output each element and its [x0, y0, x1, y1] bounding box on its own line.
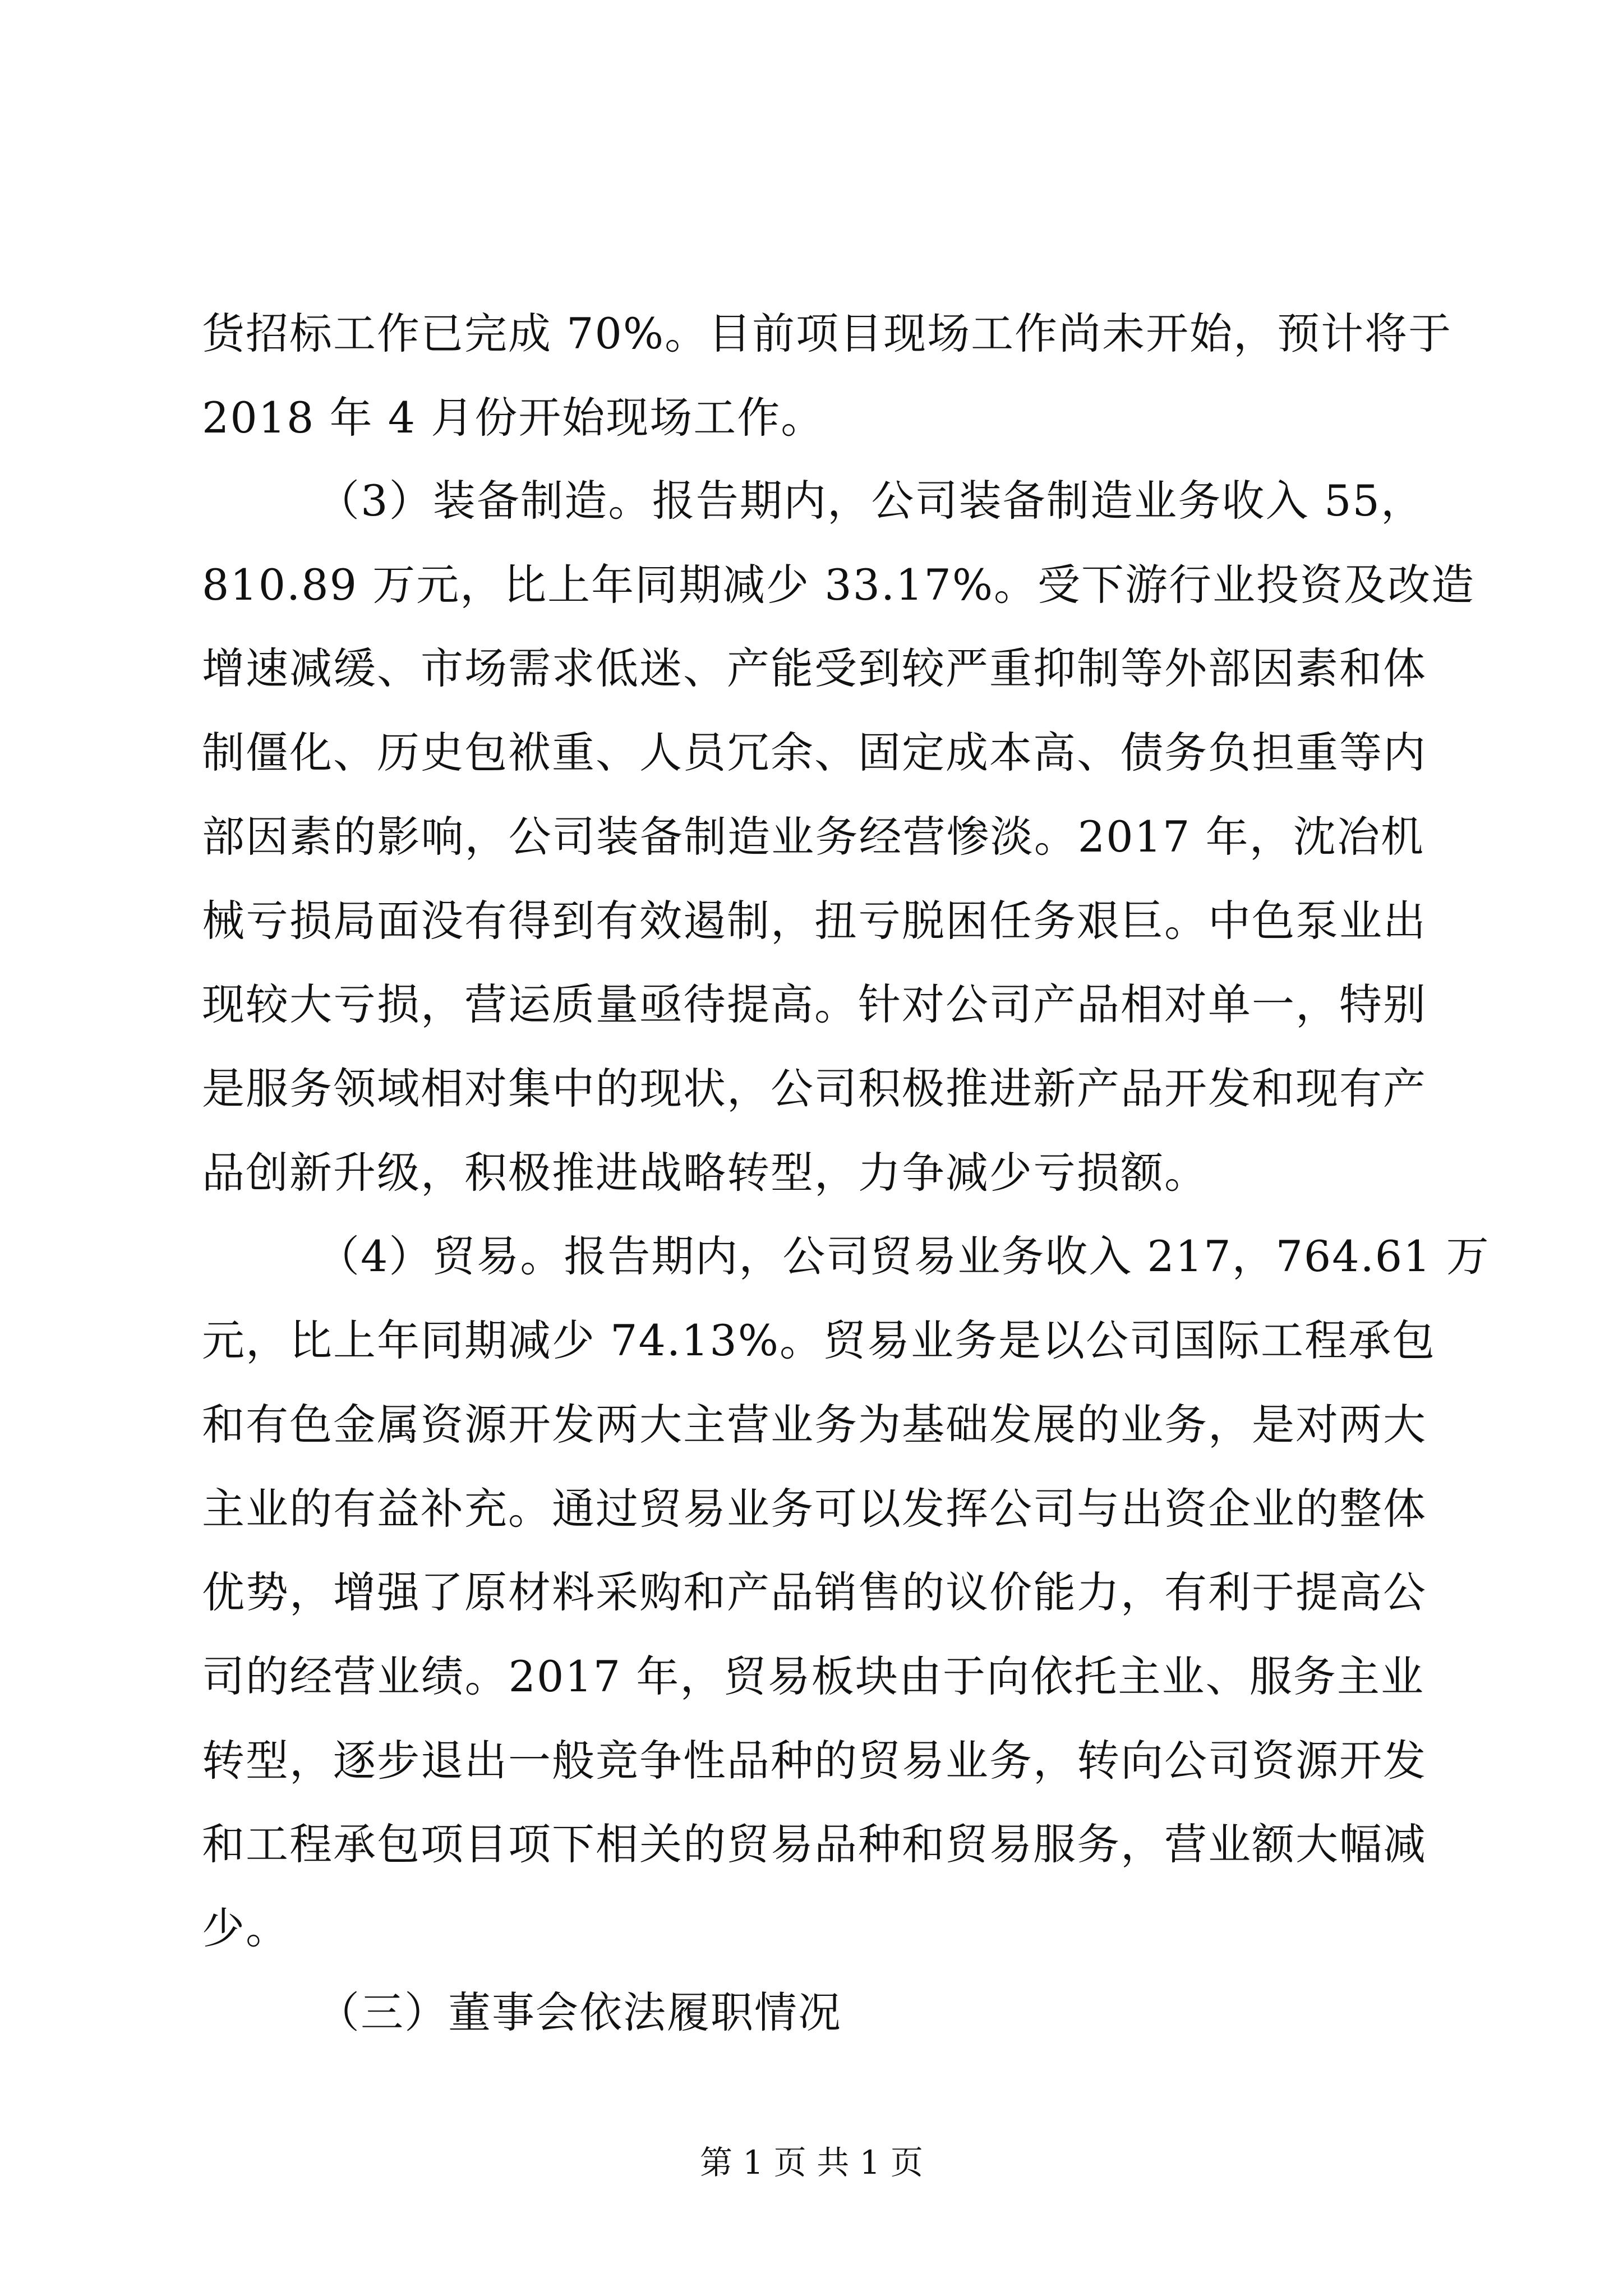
text-line: 转型，逐步退出一般竞争性品种的贸易业务，转向公司资源开发 — [202, 1736, 1427, 1786]
text-line: 货招标工作已完成 70%。目前项目现场工作尚未开始，预计将于 — [202, 309, 1453, 358]
section-heading: （三）董事会依法履职情况 — [317, 1987, 842, 2037]
text-line: 和有色金属资源开发两大主营业务为基础发展的业务，是对两大 — [202, 1400, 1427, 1450]
paragraph-start-line: （3）装备制造。报告期内，公司装备制造业务收入 55， — [317, 476, 1424, 526]
paragraph-start-line: （4）贸易。报告期内，公司贸易业务收入 217，764.61 万 — [317, 1231, 1490, 1281]
text-line: 优势，增强了原材料采购和产品销售的议价能力，有利于提高公 — [202, 1567, 1427, 1617]
text-line: 部因素的影响，公司装备制造业务经营惨淡。2017 年，沈冶机 — [202, 812, 1424, 862]
text-line: 少。 — [202, 1903, 289, 1953]
page-footer: 第 1 页 共 1 页 — [700, 2143, 923, 2182]
text-line: 2018 年 4 月份开始现场工作。 — [202, 393, 825, 443]
text-line: 增速减缓、市场需求低迷、产能受到较严重抑制等外部因素和体 — [202, 643, 1427, 693]
text-line: 是服务领域相对集中的现状，公司积极推进新产品开发和现有产 — [202, 1064, 1427, 1114]
text-line: 元，比上年同期减少 74.13%。贸易业务是以公司国际工程承包 — [202, 1315, 1436, 1365]
text-line: 司的经营业绩。2017 年，贸易板块由于向依托主业、服务主业 — [202, 1651, 1424, 1701]
text-line: 主业的有益补充。通过贸易业务可以发挥公司与出资企业的整体 — [202, 1484, 1427, 1534]
text-line: 现较大亏损，营运质量亟待提高。针对公司产品相对单一，特别 — [202, 979, 1427, 1029]
text-line: 810.89 万元，比上年同期减少 33.17%。受下游行业投资及改造 — [202, 560, 1476, 610]
text-line: 械亏损局面没有得到有效遏制，扭亏脱困任务艰巨。中色泵业出 — [202, 896, 1427, 946]
text-line: 和工程承包项目项下相关的贸易品种和贸易服务，营业额大幅减 — [202, 1819, 1427, 1869]
text-line: 制僵化、历史包袱重、人员冗余、固定成本高、债务负担重等内 — [202, 728, 1427, 777]
text-line: 品创新升级，积极推进战略转型，力争减少亏损额。 — [202, 1148, 1208, 1198]
